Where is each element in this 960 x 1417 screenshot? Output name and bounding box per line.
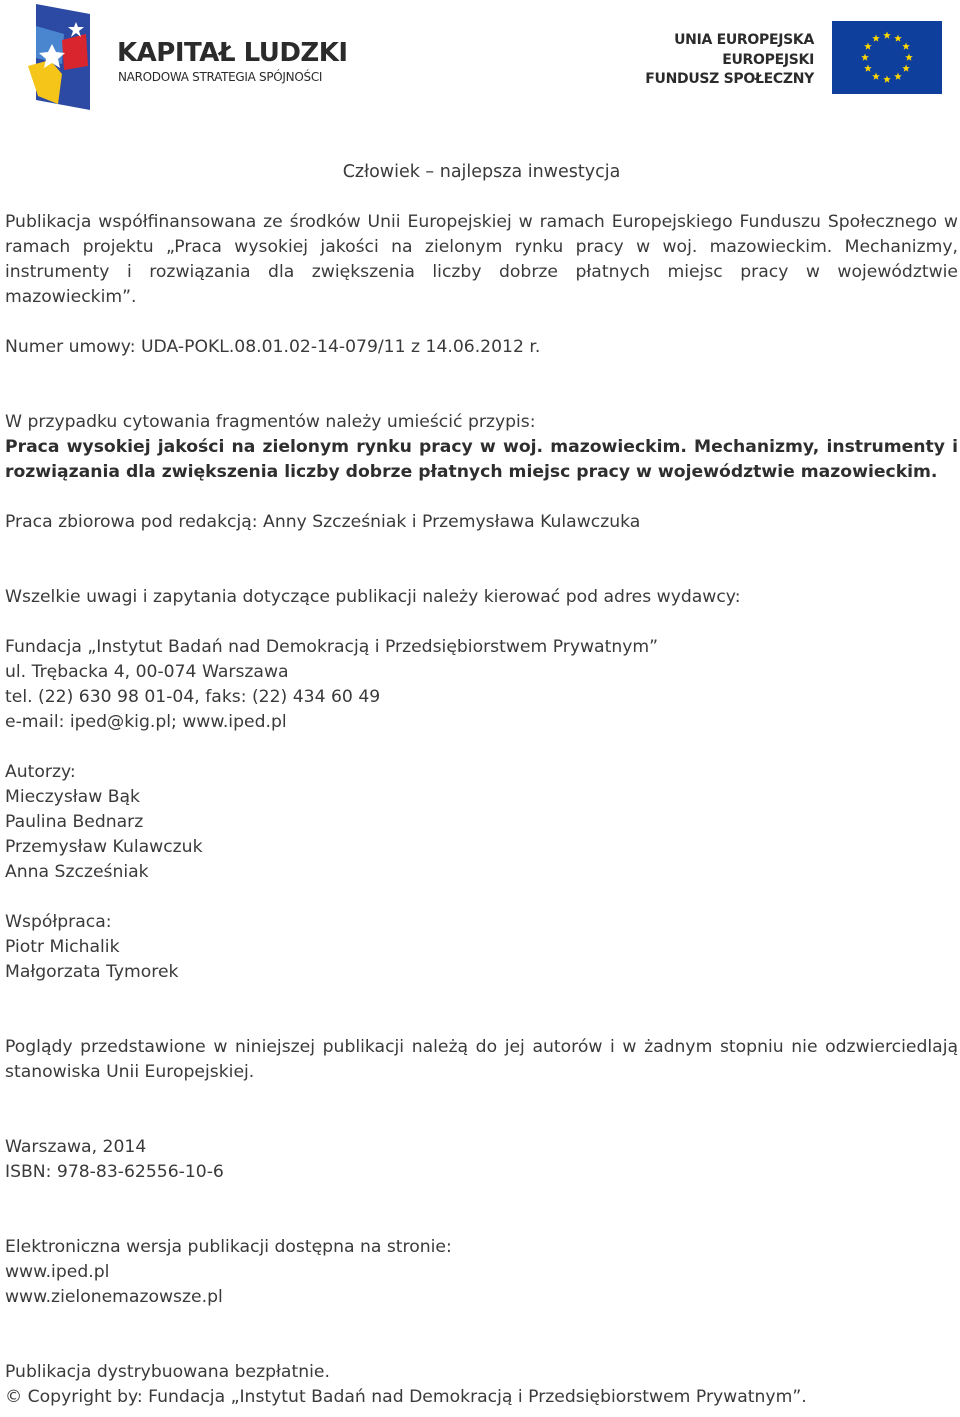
author-name: Mieczysław Bąk — [5, 787, 140, 807]
cooperation-label: Współpraca: — [5, 912, 112, 932]
publisher-email: e-mail: iped@kig.pl; www.iped.pl — [5, 712, 287, 732]
disclaimer: Poglądy przedstawione w niniejszej publikacji należą do jej autorów i w żadnym stopniu nie odzwierciedlają stanowiska Unii Europejskiej. — [5, 1037, 958, 1082]
kapital-ludzki-title: KAPITAŁ LUDZKI — [117, 38, 348, 68]
eu-flag-icon — [832, 21, 942, 94]
distribution-note: Publikacja dystrybuowana bezpłatnie. — [5, 1362, 330, 1382]
electronic-label: Elektroniczna wersja publikacji dostępna na stronie: — [5, 1237, 452, 1257]
cooperator-name: Małgorzata Tymorek — [5, 962, 179, 982]
publisher-street: ul. Trębacka 4, 00-074 Warszawa — [5, 662, 289, 682]
page-header — [0, 0, 960, 120]
eu-label-line-3: FUNDUSZ SPOŁECZNY — [645, 71, 814, 87]
contact-intro: Wszelkie uwagi i zapytania dotyczące publikacji należy kierować pod adres wydawcy: — [5, 587, 741, 607]
citation-intro: W przypadku cytowania fragmentów należy umieścić przypis: — [5, 412, 536, 432]
place-year: Warszawa, 2014 — [5, 1137, 147, 1157]
electronic-url: www.zielonemazowsze.pl — [5, 1287, 223, 1307]
author-name: Paulina Bednarz — [5, 812, 144, 832]
kapital-ludzki-subtitle: NARODOWA STRATEGIA SPÓJNOŚCI — [118, 70, 323, 84]
author-name: Przemysław Kulawczuk — [5, 837, 203, 857]
isbn: ISBN: 978-83-62556-10-6 — [5, 1162, 224, 1182]
author-name: Anna Szcześniak — [5, 862, 149, 882]
cooperation-block — [5, 910, 958, 985]
cooperator-name: Piotr Michalik — [5, 937, 120, 957]
kapital-ludzki-logo-icon — [28, 4, 98, 110]
electronic-version-block — [5, 1235, 958, 1310]
eu-label-line-1: UNIA EUROPEJSKA — [674, 32, 814, 48]
publisher-name: Fundacja „Instytut Badań nad Demokracją i Przedsiębiorstwem Prywatnym” — [5, 637, 659, 657]
electronic-url: www.iped.pl — [5, 1262, 110, 1282]
eu-label-line-2: EUROPEJSKI — [722, 51, 814, 68]
cofinance-statement: Publikacja współfinansowana ze środków Unii Europejskiej w ramach Europejskiego Funduszu Społecznego w ramach projektu „Praca wysokiej jakości na zielonym rynku pracy w woj. mazowieckim. Mechanizmy, instrumenty i rozwiązania dla zwiększenia liczby dobrze płatnych miejsc pracy w województwie mazowieckim”. — [5, 212, 958, 307]
authors-block — [5, 760, 958, 885]
document-title: Człowiek – najlepsza inwestycja — [342, 162, 621, 182]
copyright-note: © Copyright by: Fundacja „Instytut Badań nad Demokracją i Przedsiębiorstwem Prywatnym”. — [5, 1387, 807, 1407]
citation-text: Praca wysokiej jakości na zielonym rynku pracy w woj. mazowieckim. Mechanizmy, instrumenty i rozwiązania dla zwiększenia liczby dobrze płatnych miejsc pracy w województwie mazowieckim. — [5, 437, 958, 482]
editors-line: Praca zbiorowa pod redakcją: Anny Szcześniak i Przemysława Kulawczuka — [5, 512, 641, 532]
publisher-address — [5, 635, 958, 735]
authors-label: Autorzy: — [5, 762, 76, 782]
contract-number: Numer umowy: UDA-POKL.08.01.02-14-079/11 z 14.06.2012 r. — [5, 337, 541, 357]
publisher-phone: tel. (22) 630 98 01-04, faks: (22) 434 60 49 — [5, 687, 381, 707]
eu-fund-label — [645, 31, 814, 90]
document-body — [5, 160, 958, 1410]
